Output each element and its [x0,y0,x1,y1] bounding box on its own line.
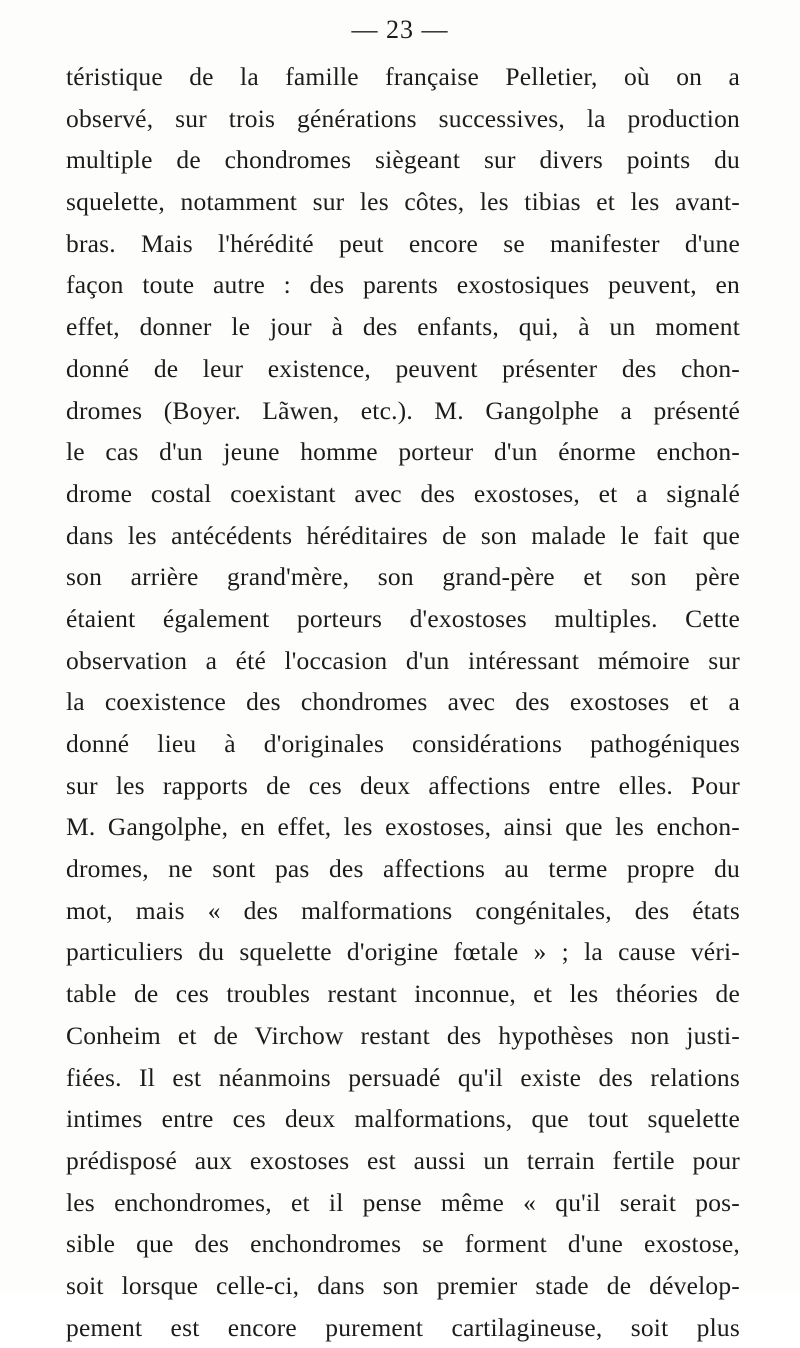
text-line: table de ces troubles restant inconnue, et les théories de [66,979,740,1009]
text-line: son arrière grand'mère, son grand-père et son père [66,562,740,592]
text-line: observé, sur trois générations successives, la production [66,103,740,133]
text-line: multiple de chondromes siègeant sur divers points du [66,145,740,175]
text-line: téristique de la famille française Pelletier, où on a [66,62,740,91]
text-line: étaient également porteurs d'exostoses multiples. Cette [66,603,740,633]
text-line: fiées. Il est néanmoins persuadé qu'il existe des relations [66,1062,740,1092]
text-line: drome costal coexistant avec des exostoses, et a signalé [66,478,740,508]
text-line: observation a été l'occasion d'un intéressant mémoire sur [66,645,740,675]
text-line: bras. Mais l'hérédité peut encore se manifester d'une [66,228,740,258]
body-text [66,56,740,1348]
text-line: dromes, ne sont pas des affections au terme propre du [66,854,740,884]
text-line: M. Gangolphe, en effet, les exostoses, ainsi que les enchon- [66,812,740,842]
text-line: façon toute autre : des parents exostosiques peuvent, en [66,270,740,300]
text-line: particuliers du squelette d'origine fœtale » ; la cause véri- [66,937,740,967]
text-line: dromes (Boyer. Lãwen, etc.). M. Gangolphe a présenté [66,395,740,425]
text-line: intimes entre ces deux malformations, que tout squelette [66,1104,740,1134]
text-line: donné de leur existence, peuvent présenter des chon- [66,353,740,383]
text-line: les enchondromes, et il pense même « qu'il serait pos- [66,1187,740,1217]
text-line: mot, mais « des malformations congénitales, des états [66,895,740,925]
text-line: donné lieu à d'originales considérations pathogéniques [66,729,740,758]
text-line: soit lorsque celle-ci, dans son premier stade de dévelop- [66,1270,740,1300]
text-line: le cas d'un jeune homme porteur d'un énorme enchon- [66,437,740,467]
text-line: effet, donner le jour à des enfants, qui, à un moment [66,312,740,342]
text-line: pement est encore purement cartilagineuse, soit plus [66,1312,740,1342]
text-line: Conheim et de Virchow restant des hypothèses non justi- [66,1020,740,1050]
page-number: — 23 — [351,15,449,44]
text-line: la coexistence des chondromes avec des exostoses et a [66,687,740,717]
text-line: squelette, notamment sur les côtes, les tibias et les avant- [66,187,740,217]
text-line: sible que des enchondromes se forment d'une exostose, [66,1229,740,1259]
text-line: sur les rapports de ces deux affections entre elles. Pour [66,770,740,800]
text-line: dans les antécédents héréditaires de son malade le fait que [66,520,740,550]
text-line: prédisposé aux exostoses est aussi un terrain fertile pour [66,1145,740,1175]
